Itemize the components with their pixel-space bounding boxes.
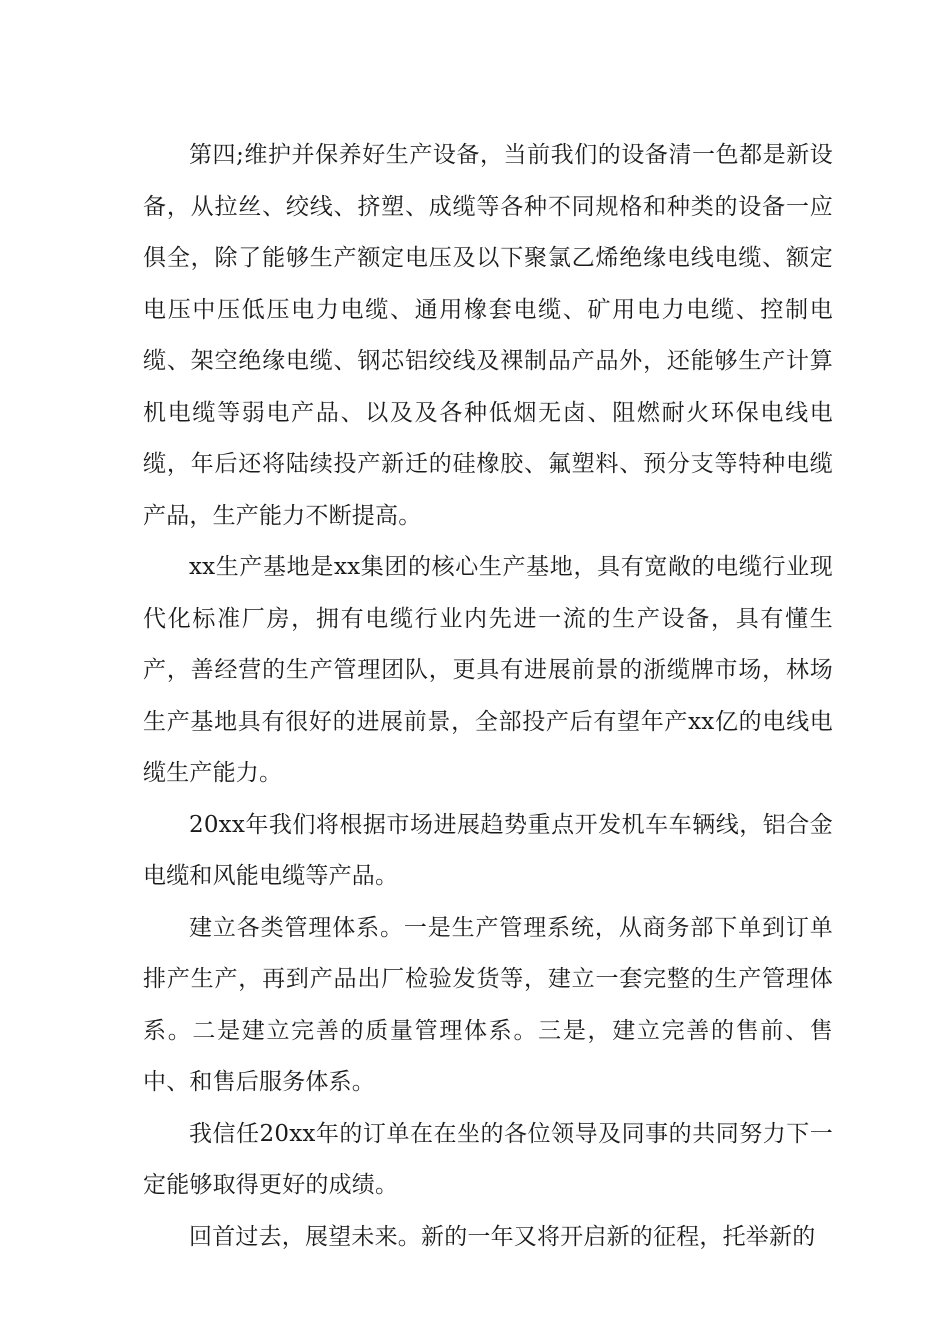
paragraph-management-system: 建立各类管理体系。一是生产管理系统，从商务部下单到订单排产生产，再到产品出厂检验发货等，建立一套完整的生产管理体系。二是建立完善的质量管理体系。三是，建立完善的售前、售中、和售后服务体系。 <box>143 914 833 1095</box>
paragraph-outlook: 回首过去，展望未来。新的一年又将开启新的征程，托举新的 <box>189 1223 816 1250</box>
paragraph-product-development: 20xx年我们将根据市场进展趋势重点开发机车车辆线，铝合金电缆和风能电缆等产品。 <box>143 811 833 889</box>
paragraph-equipment: 第四;维护并保养好生产设备，当前我们的设备清一色都是新设备，从拉丝、绞线、挤塑、成缆等各种不同规格和种类的设备一应俱全，除了能够生产额定电压及以下聚氯乙烯绝缘电线电缆、额定电压中压低压电力电缆、通用橡套电缆、矿用电力电缆、控制电缆、架空绝缘电缆、钢芯铝绞线及裸制品产品外，还能够生产计算机电缆等弱电产品、以及及各种低烟无卤、阻燃耐火环保电线电缆，年后还将陆续投产新迁的硅橡胶、氟塑料、预分支等特种电缆产品，生产能力不断提高。 <box>143 142 833 529</box>
paragraph-production-base: xx生产基地是xx集团的核心生产基地，具有宽敞的电缆行业现代化标准厂房，拥有电缆行业内先进一流的生产设备，具有懂生产，善经营的生产管理团队，更具有进展前景的浙缆牌市场，林场生产基地具有很好的进展前景，全部投产后有望年产xx亿的电线电缆生产能力。 <box>143 554 833 786</box>
paragraph-confidence: 我信任20xx年的订单在在坐的各位领导及同事的共同努力下一定能够取得更好的成绩。 <box>143 1120 833 1198</box>
document-body <box>143 130 833 1263</box>
